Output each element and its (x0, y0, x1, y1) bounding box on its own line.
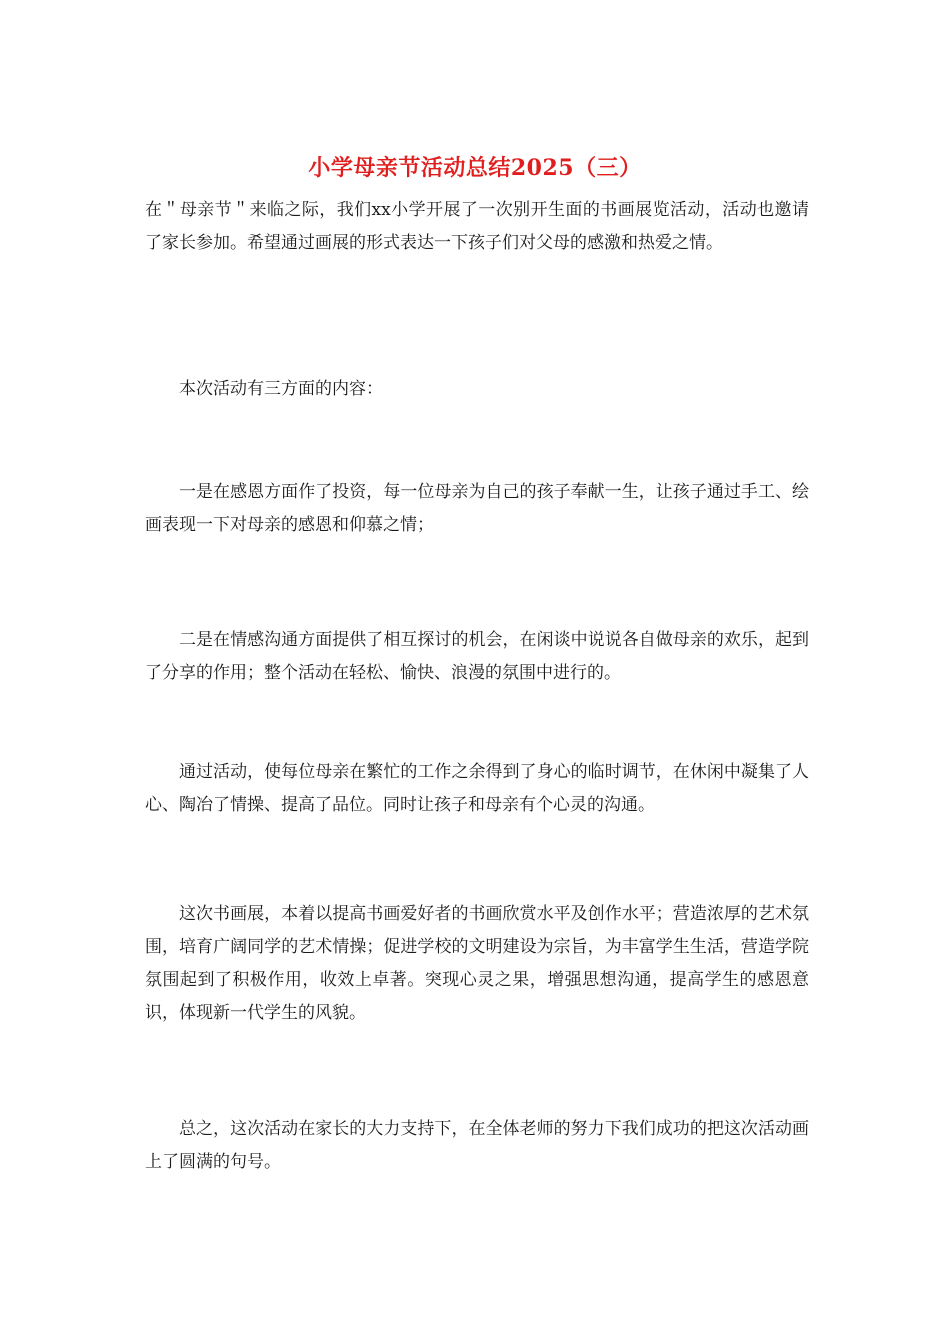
paragraph-intro: 在＂母亲节＂来临之际，我们xx小学开展了一次别开生面的书画展览活动，活动也邀请了家长参加。希望通过画展的形式表达一下孩子们对父母的感激和热爱之情。 (145, 200, 809, 253)
document-title: 小学母亲节活动总结2025（三） (308, 155, 642, 181)
paragraph-content-overview: 本次活动有三方面的内容： (179, 379, 383, 399)
paragraph-point-two: 二是在情感沟通方面提供了相互探讨的机会，在闲谈中说说各自做母亲的欢乐，起到了分享的作用；整个活动在轻松、愉快、浪漫的氛围中进行的。 (145, 630, 809, 683)
paragraph-exhibition: 这次书画展，本着以提高书画爱好者的书画欣赏水平及创作水平；营造浓厚的艺术氛围，培育广阔同学的艺术情操；促进学校的文明建设为宗旨，为丰富学生生活，营造学院氛围起到了积极作用，收效上卓著。突现心灵之果，增强思想沟通，提高学生的感恩意识，体现新一代学生的风貌。 (145, 904, 809, 1023)
paragraph-conclusion: 总之，这次活动在家长的大力支持下，在全体老师的努力下我们成功的把这次活动画上了圆满的句号。 (145, 1119, 809, 1172)
paragraph-benefits: 通过活动，使每位母亲在繁忙的工作之余得到了身心的临时调节，在休闲中凝集了人心、陶冶了情操、提高了品位。同时让孩子和母亲有个心灵的沟通。 (145, 762, 809, 815)
paragraph-point-one: 一是在感恩方面作了投资，每一位母亲为自己的孩子奉献一生，让孩子通过手工、绘画表现一下对母亲的感恩和仰慕之情； (145, 482, 809, 535)
